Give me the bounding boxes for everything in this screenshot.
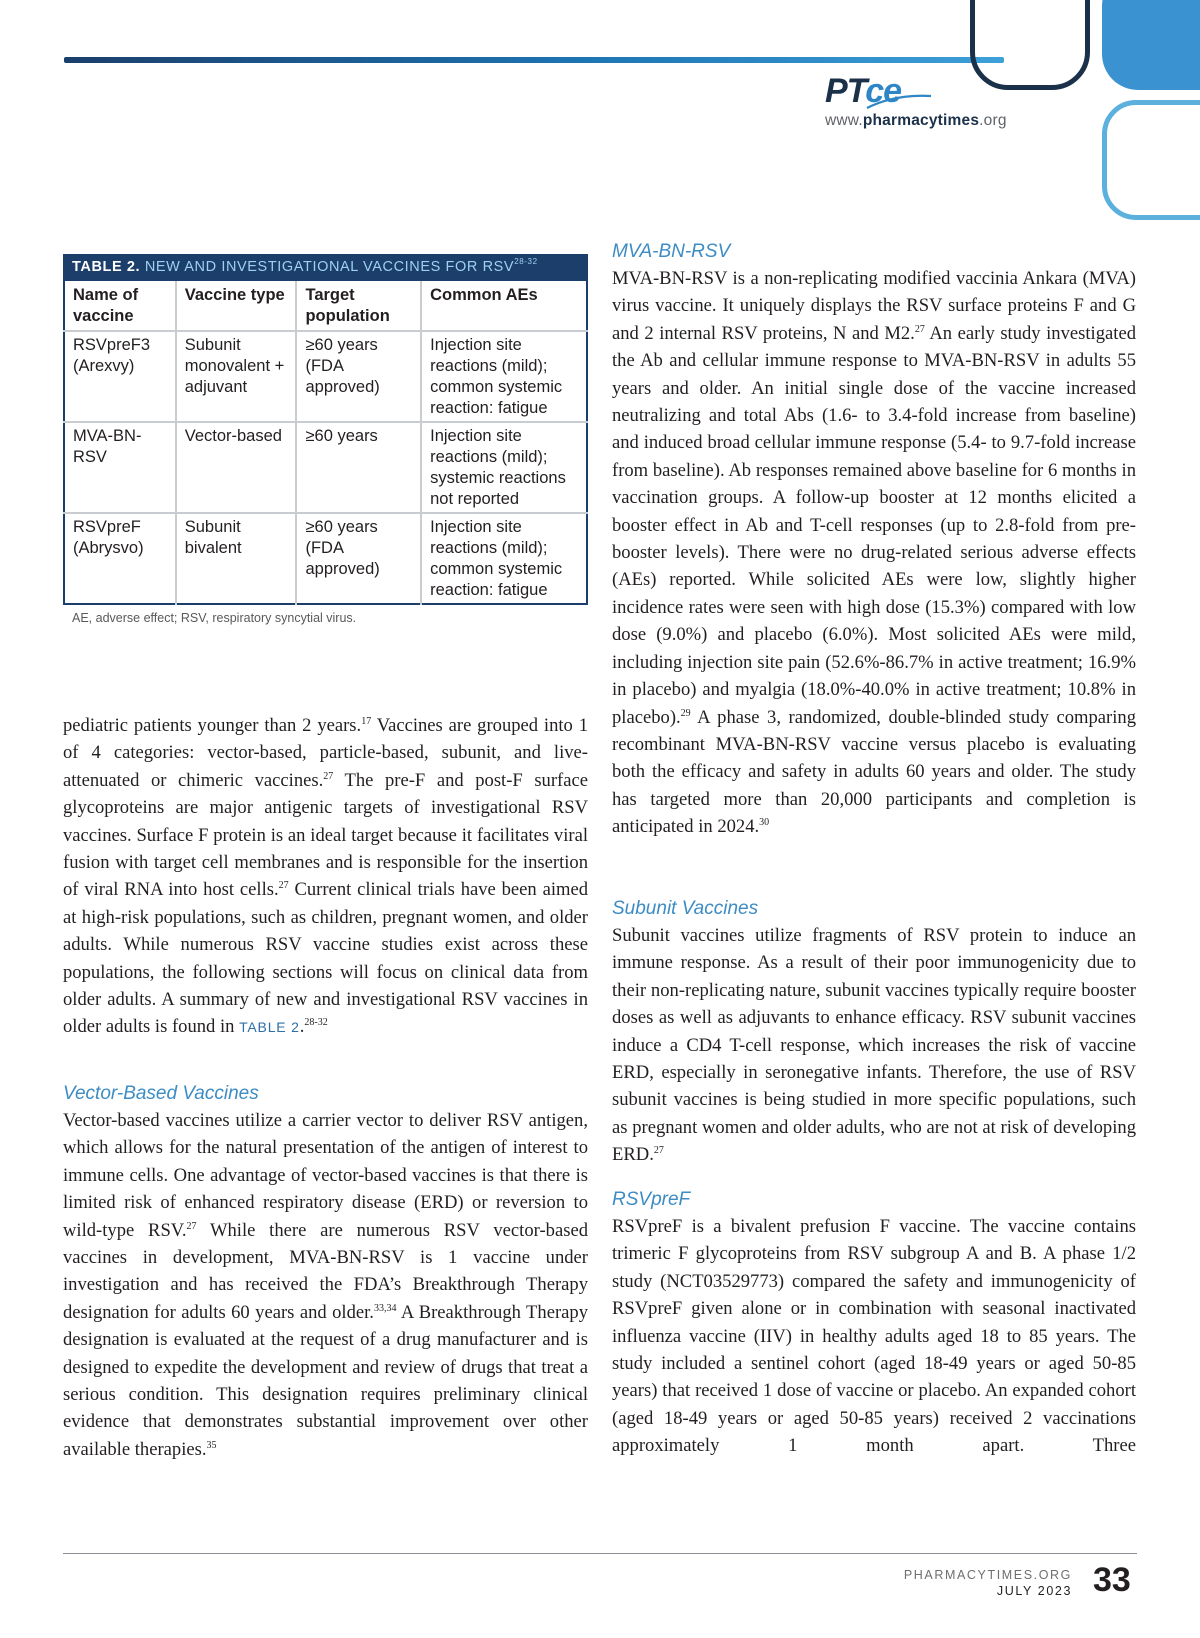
table-2-link[interactable]: TABLE 2 <box>239 1019 300 1036</box>
table-caption-label: TABLE 2. <box>72 259 141 275</box>
footer-rule <box>63 1553 1137 1554</box>
table-footnote: AE, adverse effect; RSV, respiratory syncytial virus. <box>72 611 357 625</box>
table-cell: Subunit bivalent <box>176 513 297 604</box>
vaccine-table <box>63 281 588 605</box>
url-main: pharmacytimes <box>862 112 980 129</box>
table-row <box>64 331 587 422</box>
citation: 28-32 <box>304 1017 328 1029</box>
text-run: A phase 3, randomized, double-blinded study comparing recombinant MVA-BN-RSV vaccine versus placebo is evaluating both the efficacy and safety in adults 60 years and older. The study has targeted more than 20,000 participants and completion is anticipated in 2024. <box>612 706 1136 838</box>
decorative-rounded-fill <box>1102 0 1200 90</box>
site-url[interactable] <box>825 112 1035 130</box>
left-intro-paragraph <box>63 712 588 1042</box>
text-run: MVA-BN-RSV is a non-replicating modified vaccinia Ankara (MVA) virus vaccine. It uniquely displays the RSV surface proteins F and G and 2 internal RSV proteins, N and M2. <box>612 268 1136 344</box>
paragraph <box>612 265 1136 841</box>
table-cell: Injection site reactions (mild); common systemic reaction: fatigue <box>421 513 587 604</box>
header-rule <box>64 57 1004 63</box>
citation: 35 <box>206 1439 217 1451</box>
table-header-cell: Vaccine type <box>176 281 297 331</box>
table-cell: ≥60 years (FDA approved) <box>296 513 421 604</box>
vector-based-section <box>63 1080 588 1463</box>
footer-meta <box>904 1567 1072 1599</box>
url-prefix: www. <box>825 112 863 129</box>
logo-swoosh-icon <box>865 92 935 112</box>
table-cell: Vector-based <box>176 422 297 513</box>
rsvpref-section <box>612 1186 1136 1460</box>
text-run: RSVpreF is a bivalent prefusion F vaccine. The vaccine contains trimeric F glycoproteins from RSV subgroup A and B. A phase 1/2 study (NCT03529773) compared the safety and immunogenicity of RSVpreF given alone or in combination with seasonal inactivated influenza vaccine (IIV) in healthy adults aged 18 to 85 years. The study included a sentinel cohort (aged 18-49 years or aged 50-85 years) that received 1 dose of vaccine or placebo. An expanded cohort (aged 18-49 years or aged 50-85 years) received 2 vaccinations approximately 1 month apart. Three <box>612 1216 1136 1457</box>
table-cell: MVA-BN-RSV <box>64 422 176 513</box>
citation: 27 <box>323 770 334 782</box>
citation: 17 <box>361 716 372 727</box>
footer-date: JULY 2023 <box>996 1584 1072 1598</box>
table-header-row <box>64 281 587 331</box>
table-2 <box>63 254 588 625</box>
citation: 27 <box>186 1220 197 1232</box>
logo-ce: ce <box>865 72 902 110</box>
paragraph <box>63 1107 588 1463</box>
paragraph <box>612 1213 1136 1460</box>
table-cell: ≥60 years <box>296 422 421 513</box>
section-heading-subunit: Subunit Vaccines <box>612 898 759 919</box>
text-run: A Breakthrough Therapy designation is evaluated at the request of a drug manufacturer and is designed to expedite the development and review of drugs that treat a serious condition. This designation requires preliminary clinical evidence that demonstrates substantial improvement over other available therapies. <box>63 1301 588 1460</box>
text-run: Current clinical trials have been aimed at high-risk populations, such as children, pregnant women, and older adults. While numerous RSV vaccine studies exist across these populations, the following sections will focus on clinical data from older adults. A summary of new and investigational RSV vaccines in older adults is found in <box>63 879 588 1038</box>
paragraph <box>63 712 588 1042</box>
text-run: Vector-based vaccines utilize a carrier vector to deliver RSV antigen, which allows for the natural presentation of the antigen of interest to immune cells. One advantage of vector-based vaccines is that there is limited risk of enhanced respiratory disease (ERD) or reversion to wild-type RSV. <box>63 1110 588 1241</box>
subunit-section <box>612 895 1136 1169</box>
ptce-logo[interactable] <box>825 74 1035 134</box>
footer-site[interactable]: PHARMACYTIMES.ORG <box>903 1568 1072 1582</box>
table-cell: Subunit monovalent + adjuvant <box>176 331 297 422</box>
decorative-rounded-ring <box>1102 100 1200 220</box>
citation: 27 <box>278 880 289 892</box>
section-heading-mva-bn-rsv: MVA-BN-RSV <box>612 241 731 262</box>
table-cell: Injection site reactions (mild); systemic reactions not reported <box>421 422 587 513</box>
table-caption <box>63 254 588 281</box>
citation: 29 <box>680 707 691 719</box>
table-caption-refs: 28-32 <box>514 257 538 266</box>
citation: 27 <box>914 323 925 335</box>
table-header-cell: Name of vaccine <box>73 286 139 325</box>
section-heading-rsvpref: RSVpreF <box>612 1189 691 1210</box>
citation: 30 <box>759 817 770 829</box>
table-cell: ≥60 years (FDA approved) <box>296 331 421 422</box>
text-run: Vaccines are grouped into 1 of 4 categories: vector-based, particle-based, subunit, and live-attenuated or chimeric vaccines. <box>63 715 588 791</box>
table-row <box>64 422 587 513</box>
text-run: Subunit vaccines utilize fragments of RSV protein to induce an immune response. As a result of their poor immunogenicity due to their non-replicating nature, subunit vaccines typically require booster doses as well as adjuvants to enhance efficacy. RSV subunit vaccines induce a CD4 T-cell response, which increases the risk of vaccine ERD, especially in seronegative infants. Therefore, the use of RSV subunit vaccines is being studied in more specific populations, such as pregnant women and older adults, who are not at risk of developing ERD. <box>612 925 1136 1166</box>
table-header-cell: Common AEs <box>421 281 587 331</box>
table-cell: RSVpreF (Abrysvo) <box>64 513 176 604</box>
text-run: pediatric patients younger than 2 years. <box>63 715 362 736</box>
citation: 33,34 <box>373 1302 397 1314</box>
url-suffix: .org <box>979 112 1007 129</box>
table-caption-text: NEW AND INVESTIGATIONAL VACCINES FOR RSV <box>140 259 515 275</box>
table-cell: RSVpreF3 (Arexvy) <box>64 331 176 422</box>
citation: 27 <box>653 1145 664 1157</box>
table-cell: Injection site reactions (mild); common systemic reaction: fatigue <box>421 331 587 422</box>
text-run: While there are numerous RSV vector-based vaccines in development, MVA-BN-RSV is 1 vaccine under investigation and has received the FDA’s Breakthrough Therapy designation for adults 60 years and older. <box>63 1219 588 1323</box>
text-run: An early study investigated the Ab and cellular immune response to MVA-BN-RSV in adults 55 years and older. An initial single dose of the vaccine increased neutralizing and total Abs (1.6- to 3.4-fold increase from baseline) and induced broad cellular immune response (5.4- to 9.7-fold increase from baseline). Ab responses remained above baseline for 6 months in vaccination groups. A follow-up booster at 12 months elicited a booster effect in Ab and T-cell responses (up to 2.8-fold from pre-booster levels). There were no drug-related serious adverse effects (AEs) reported. While solicited AEs were low, slightly higher incidence rates were seen with high dose (15.3%) compared with low dose (9.0%) and placebo (6.0%). Most solicited AEs were mild, including injection site pain (52.6%-86.7% in active treatment; 16.9% in placebo) and myalgia (18.0%-40.0% in active treatment; 10.8% in placebo). <box>612 322 1136 728</box>
text-run: . <box>299 1016 305 1038</box>
page-number: 33 <box>1093 1561 1131 1599</box>
mva-bn-rsv-section <box>612 238 1136 841</box>
table-row <box>64 513 587 604</box>
section-heading-vector-based: Vector-Based Vaccines <box>63 1083 259 1104</box>
logo-pt: PT <box>825 72 866 110</box>
paragraph <box>612 922 1136 1169</box>
table-header-cell: Target population <box>296 281 421 331</box>
text-run: The pre-F and post-F surface glycoproteins are major antigenic targets of investigational RSV vaccines. Surface F protein is an ideal target because it facilitates viral fusion with target cell membranes and is responsible for the insertion of viral RNA into host cells. <box>63 769 588 901</box>
